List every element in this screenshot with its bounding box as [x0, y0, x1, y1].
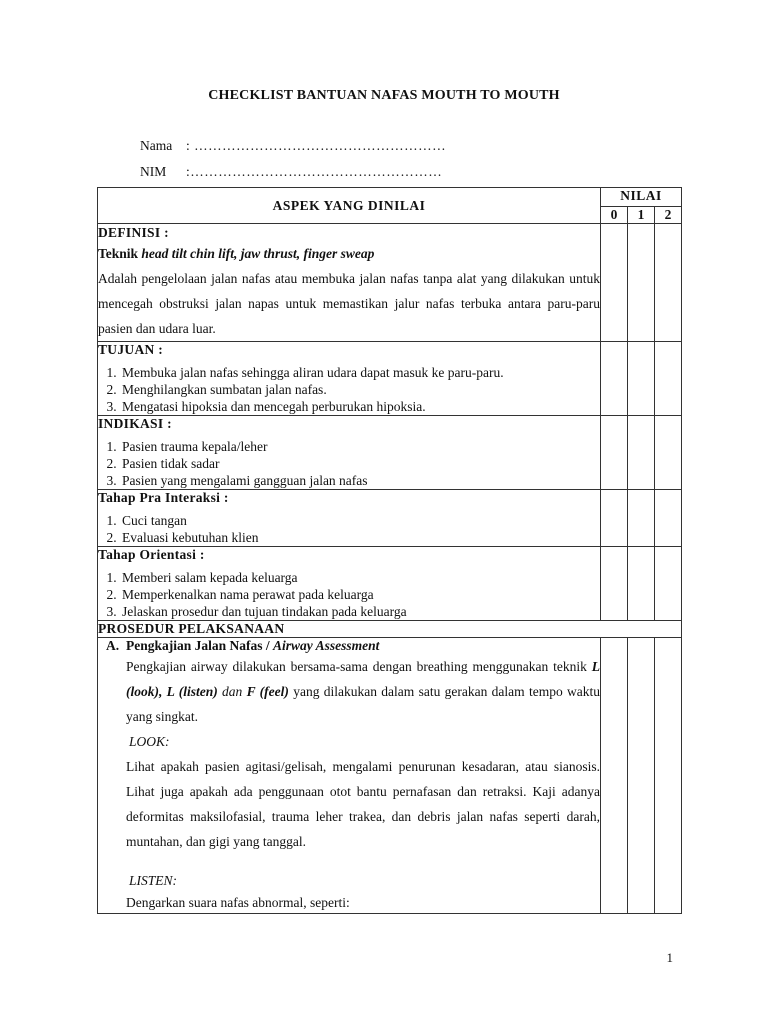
p1-text-b: yang dilakukan dalam satu gerakan dalam tempo waktu yang singkat. [126, 684, 601, 724]
checklist-table [97, 187, 682, 914]
nim-field [140, 164, 442, 180]
row-orientasi [98, 547, 682, 621]
pra-interaksi-title: Tahap Pra Interaksi : [98, 490, 229, 505]
score-box[interactable] [601, 416, 628, 490]
score-box[interactable] [655, 638, 682, 914]
prosedur-title: PROSEDUR PELAKSANAAN [98, 621, 285, 636]
orientasi-list [98, 569, 600, 620]
step-a-label: A. [106, 638, 120, 653]
row-pra-interaksi [98, 490, 682, 547]
list-item: 2. Evaluasi kebutuhan klien [120, 529, 600, 546]
header-aspek: ASPEK YANG DINILAI [98, 188, 601, 224]
nim-value: :……………………………………………… [186, 164, 443, 179]
pra-interaksi-list [98, 512, 600, 546]
score-box[interactable] [601, 490, 628, 547]
header-score-2: 2 [655, 207, 682, 224]
list-item: 1. Memberi salam kepada keluarga [120, 569, 600, 586]
list-item: 1. Pasien trauma kepala/leher [120, 438, 600, 455]
score-box[interactable] [628, 490, 655, 547]
orientasi-title: Tahap Orientasi : [98, 547, 205, 562]
list-item: 3. Mengatasi hipoksia dan mencegah perburukan hipoksia. [120, 398, 600, 415]
score-box[interactable] [601, 638, 628, 914]
list-item: 2. Memperkenalkan nama perawat pada keluarga [120, 586, 600, 603]
step-a-title-line [106, 638, 600, 654]
score-box[interactable] [655, 490, 682, 547]
step-a-paragraph [106, 654, 600, 729]
header-nilai: NILAI [601, 188, 682, 207]
look-text: Lihat apakah pasien agitasi/gelisah, mengalami penurunan kesadaran, atau sianosis. Lihat juga apakah ada penggunaan otot bantu pernafasan dan retraksi. Kaji adanya deformitas maksilofasial, trauma leher trakea, dan debris jalan nafas seperti darah, muntahan, dan gigi yang tanggal. [126, 759, 600, 849]
page-number: 1 [666, 950, 673, 965]
look-label: LOOK: [129, 734, 170, 749]
row-definisi [98, 224, 682, 342]
list-item: 2. Pasien tidak sadar [120, 455, 600, 472]
score-box[interactable] [655, 224, 682, 342]
score-box[interactable] [601, 224, 628, 342]
score-box[interactable] [655, 547, 682, 621]
score-box[interactable] [655, 342, 682, 416]
indikasi-list [98, 438, 600, 489]
tujuan-list [98, 364, 600, 415]
tujuan-title: TUJUAN : [98, 342, 164, 357]
score-box[interactable] [601, 342, 628, 416]
score-box[interactable] [655, 416, 682, 490]
score-box[interactable] [628, 224, 655, 342]
row-step-a [98, 638, 682, 914]
p1-text-a: Pengkajian airway dilakukan bersama-sama dengan breathing menggunakan teknik [126, 659, 592, 674]
definisi-title: DEFINISI : [98, 225, 169, 240]
header-score-1: 1 [628, 207, 655, 224]
step-a-title-italic: Airway Assessment [273, 638, 380, 653]
p1-f: F (feel) [246, 684, 289, 699]
score-box[interactable] [628, 416, 655, 490]
score-box[interactable] [601, 547, 628, 621]
row-tujuan [98, 342, 682, 416]
teknik-italic: head tilt chin lift, jaw thrust, finger sweap [141, 246, 375, 261]
list-item: 1. Membuka jalan nafas sehingga aliran udara dapat masuk ke paru-paru. [120, 364, 600, 381]
teknik-line [98, 242, 600, 266]
step-a-title: Pengkajian Jalan Nafas / [126, 638, 274, 653]
p1-dan: dan [217, 684, 247, 699]
document-title: CHECKLIST BANTUAN NAFAS MOUTH TO MOUTH [208, 88, 560, 103]
listen-text: Dengarkan suara nafas abnormal, seperti: [126, 895, 350, 910]
nama-value: : ……………………………………………… [186, 138, 447, 153]
teknik-prefix: Teknik [98, 246, 142, 261]
definisi-body: Adalah pengelolaan jalan nafas atau membuka jalan nafas tanpa alat yang dilakukan untuk mencegah obstruksi jalan napas untuk memastikan jalur nafas terbuka antara paru-paru pasien dan udara luar. [98, 271, 600, 336]
listen-label: LISTEN: [129, 873, 178, 888]
score-box[interactable] [628, 638, 655, 914]
nama-label: Nama [140, 138, 173, 153]
list-item: 3. Pasien yang mengalami gangguan jalan nafas [120, 472, 600, 489]
nama-field [140, 138, 446, 154]
list-item: 2. Menghilangkan sumbatan jalan nafas. [120, 381, 600, 398]
list-item: 1. Cuci tangan [120, 512, 600, 529]
p1-ll: L (look), L (listen) [126, 659, 600, 699]
list-item: 3. Jelaskan prosedur dan tujuan tindakan pada keluarga [120, 603, 600, 620]
indikasi-title: INDIKASI : [98, 416, 172, 431]
score-box[interactable] [628, 342, 655, 416]
header-score-0: 0 [601, 207, 628, 224]
nim-label: NIM [140, 164, 167, 179]
score-box[interactable] [628, 547, 655, 621]
row-indikasi [98, 416, 682, 490]
row-prosedur-title [98, 621, 682, 638]
